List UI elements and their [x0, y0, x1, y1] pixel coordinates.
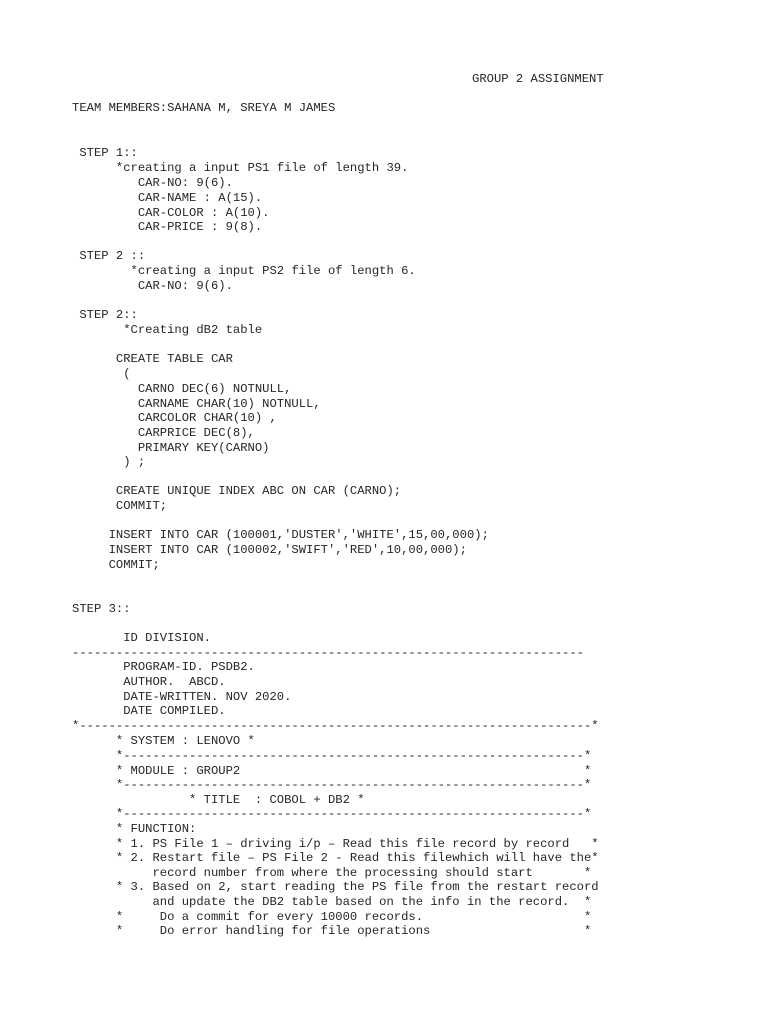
- comment-box-line: *----------------------------------------------------------------------*: [72, 719, 599, 733]
- comment-box-line: * TITLE : COBOL + DB2 *: [72, 793, 365, 807]
- comment-box-line: * MODULE : GROUP2 *: [72, 764, 592, 778]
- comment-box-line: * Do error handling for file operations *: [72, 924, 592, 938]
- step2b-subheading: *Creating dB2 table: [72, 323, 263, 337]
- header-line: AUTHOR. ABCD.: [72, 675, 226, 689]
- comment-box-line: record number from where the processing should start *: [72, 866, 592, 880]
- comment-box-line: * SYSTEM : LENOVO *: [72, 734, 255, 748]
- separator-line: ----------------------------------------------------------------------: [72, 646, 584, 660]
- step2b-heading: STEP 2::: [72, 308, 138, 322]
- insert-line: INSERT INTO CAR (100002,'SWIFT','RED',10,00,000);: [72, 543, 467, 557]
- team-members: TEAM MEMBERS:SAHANA M, SREYA M JAMES: [72, 101, 336, 115]
- comment-box-line: *---------------------------------------------------------------*: [72, 778, 592, 792]
- comment-box-line: *---------------------------------------------------------------*: [72, 807, 592, 821]
- comment-box-line: * 2. Restart file – PS File 2 - Read this filewhich will have the*: [72, 851, 599, 865]
- create-table-line: CARNAME CHAR(10) NOTNULL,: [72, 397, 321, 411]
- create-table-line: PRIMARY KEY(CARNO): [72, 441, 270, 455]
- index-line: CREATE UNIQUE INDEX ABC ON CAR (CARNO);: [72, 484, 402, 498]
- step1-line: CAR-COLOR : A(10).: [72, 206, 270, 220]
- step3-heading: STEP 3::: [72, 602, 131, 616]
- insert-line: COMMIT;: [72, 558, 160, 572]
- create-table-line: CARCOLOR CHAR(10) ,: [72, 411, 277, 425]
- step2a-heading: STEP 2 ::: [72, 249, 146, 263]
- insert-line: INSERT INTO CAR (100001,'DUSTER','WHITE',15,00,000);: [72, 528, 489, 542]
- comment-box-line: *---------------------------------------------------------------*: [72, 749, 592, 763]
- document-title: GROUP 2 ASSIGNMENT: [472, 72, 604, 86]
- comment-box-line: and update the DB2 table based on the info in the record. *: [72, 895, 592, 909]
- step2a-line: CAR-NO: 9(6).: [72, 279, 233, 293]
- create-table-line: CARNO DEC(6) NOTNULL,: [72, 382, 292, 396]
- create-table-line: CARPRICE DEC(8),: [72, 426, 255, 440]
- index-line: COMMIT;: [72, 499, 168, 513]
- comment-box-line: * FUNCTION:: [72, 822, 197, 836]
- header-line: DATE COMPILED.: [72, 704, 226, 718]
- header-line: PROGRAM-ID. PSDB2.: [72, 660, 255, 674]
- create-table-line: (: [72, 367, 131, 381]
- header-line: DATE-WRITTEN. NOV 2020.: [72, 690, 292, 704]
- id-division: ID DIVISION.: [72, 631, 211, 645]
- create-table-line: ) ;: [72, 455, 146, 469]
- step1-heading: STEP 1::: [72, 146, 138, 160]
- step1-line: CAR-NO: 9(6).: [72, 176, 233, 190]
- comment-box-line: * 3. Based on 2, start reading the PS file from the restart record: [72, 880, 599, 894]
- create-table-line: CREATE TABLE CAR: [72, 352, 233, 366]
- step1-line: *creating a input PS1 file of length 39.: [72, 161, 409, 175]
- comment-box-line: * 1. PS File 1 – driving i/p – Read this file record by record *: [72, 837, 599, 851]
- step2a-line: *creating a input PS2 file of length 6.: [72, 264, 416, 278]
- step1-line: CAR-PRICE : 9(8).: [72, 220, 263, 234]
- comment-box-line: * Do a commit for every 10000 records. *: [72, 910, 592, 924]
- step1-line: CAR-NAME : A(15).: [72, 191, 263, 205]
